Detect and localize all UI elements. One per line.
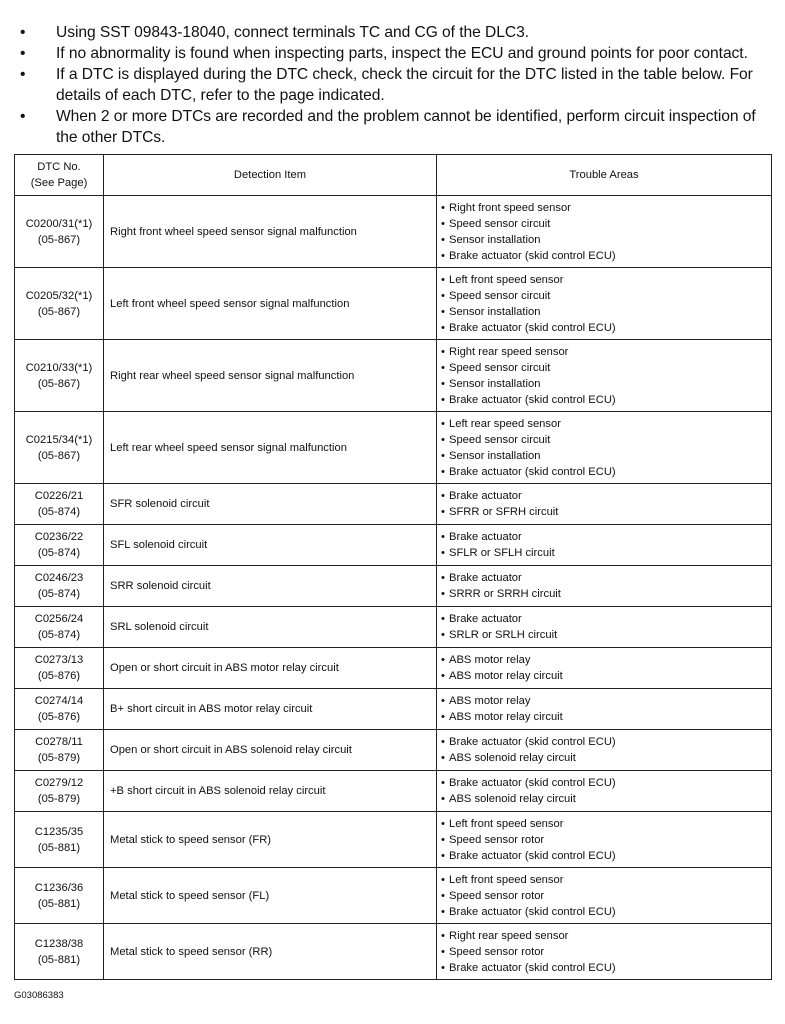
table-row bbox=[15, 924, 772, 980]
trouble-area-text: ABS solenoid relay circuit bbox=[449, 793, 576, 805]
trouble-area-item bbox=[441, 586, 771, 602]
bullet-icon: • bbox=[20, 24, 26, 41]
dtc-code-cell bbox=[15, 340, 104, 412]
trouble-area-item bbox=[441, 320, 771, 336]
bullet-icon: • bbox=[441, 613, 445, 625]
dtc-code: C1235/35 bbox=[34, 825, 84, 838]
trouble-areas-cell bbox=[437, 924, 772, 980]
trouble-area-text: SFLR or SFLH circuit bbox=[449, 547, 555, 559]
trouble-area-item bbox=[441, 529, 771, 545]
table-row bbox=[15, 268, 772, 340]
dtc-code-cell bbox=[15, 268, 104, 340]
bullet-icon: • bbox=[441, 305, 445, 318]
dtc-code-cell bbox=[15, 771, 104, 812]
trouble-area-text: Brake actuator (skid control ECU) bbox=[449, 905, 616, 918]
trouble-area-text: Speed sensor circuit bbox=[449, 433, 551, 446]
trouble-area-text: Sensor installation bbox=[449, 233, 541, 246]
dtc-code: C0274/14 bbox=[34, 695, 84, 707]
trouble-area-item bbox=[441, 816, 771, 832]
trouble-area-text: Brake actuator (skid control ECU) bbox=[449, 736, 616, 748]
trouble-area-text: Left front speed sensor bbox=[449, 817, 564, 830]
trouble-area-item bbox=[441, 734, 771, 750]
bullet-icon: • bbox=[441, 377, 445, 390]
trouble-areas-cell bbox=[437, 868, 772, 924]
dtc-page-ref: (05-881) bbox=[37, 841, 81, 854]
trouble-areas-cell bbox=[437, 730, 772, 771]
bullet-icon: • bbox=[441, 572, 445, 584]
dtc-code-cell bbox=[15, 812, 104, 868]
detection-item-cell: Right rear wheel speed sensor signal malfunction bbox=[104, 340, 437, 412]
trouble-area-text: ABS motor relay circuit bbox=[449, 670, 563, 682]
instruction-item bbox=[16, 64, 776, 106]
trouble-area-item bbox=[441, 416, 771, 432]
trouble-areas-cell bbox=[437, 771, 772, 812]
dtc-page-ref: (05-881) bbox=[37, 897, 81, 910]
trouble-area-item bbox=[441, 928, 771, 944]
trouble-area-item bbox=[441, 668, 771, 684]
detection-item-cell: Metal stick to speed sensor (FL) bbox=[104, 868, 437, 924]
dtc-code: C0236/22 bbox=[34, 531, 84, 543]
detection-item-cell: +B short circuit in ABS solenoid relay circuit bbox=[104, 771, 437, 812]
dtc-page-ref: (05-867) bbox=[37, 377, 81, 390]
trouble-area-text: Sensor installation bbox=[449, 377, 541, 390]
trouble-area-item bbox=[441, 200, 771, 216]
instruction-item bbox=[16, 43, 776, 64]
dtc-code: C0210/33(*1) bbox=[25, 361, 93, 374]
trouble-areas-cell bbox=[437, 525, 772, 566]
bullet-icon: • bbox=[441, 905, 445, 918]
detection-item-cell: Left rear wheel speed sensor signal malfunction bbox=[104, 412, 437, 484]
trouble-area-item bbox=[441, 464, 771, 480]
trouble-area-text: SFRR or SFRH circuit bbox=[449, 506, 559, 518]
trouble-area-item bbox=[441, 545, 771, 561]
bullet-icon: • bbox=[441, 361, 445, 374]
detection-item-cell: Left front wheel speed sensor signal malfunction bbox=[104, 268, 437, 340]
trouble-area-text: Speed sensor circuit bbox=[449, 217, 551, 230]
trouble-area-text: ABS motor relay bbox=[449, 695, 531, 707]
header-dtc-label: DTC No. bbox=[37, 161, 81, 173]
trouble-area-text: ABS motor relay circuit bbox=[449, 711, 563, 723]
dtc-page-ref: (05-874) bbox=[37, 629, 81, 641]
bullet-icon: • bbox=[441, 711, 445, 723]
dtc-code: C0200/31(*1) bbox=[25, 217, 93, 230]
trouble-area-item bbox=[441, 832, 771, 848]
trouble-area-item bbox=[441, 904, 771, 920]
dtc-code-cell bbox=[15, 525, 104, 566]
bullet-icon: • bbox=[441, 793, 445, 805]
dtc-code-cell bbox=[15, 607, 104, 648]
table-row bbox=[15, 730, 772, 771]
trouble-area-text: Right rear speed sensor bbox=[449, 929, 569, 942]
detection-item-cell: SRR solenoid circuit bbox=[104, 566, 437, 607]
bullet-icon: • bbox=[441, 873, 445, 886]
table-row bbox=[15, 771, 772, 812]
trouble-area-item bbox=[441, 216, 771, 232]
dtc-code: C1238/38 bbox=[34, 937, 84, 950]
bullet-icon: • bbox=[441, 233, 445, 246]
trouble-area-item bbox=[441, 504, 771, 520]
detection-item-cell: Metal stick to speed sensor (RR) bbox=[104, 924, 437, 980]
bullet-icon: • bbox=[441, 849, 445, 862]
trouble-area-text: Brake actuator bbox=[449, 572, 522, 584]
bullet-icon: • bbox=[441, 752, 445, 764]
trouble-area-item bbox=[441, 570, 771, 586]
trouble-area-text: Speed sensor rotor bbox=[449, 833, 545, 846]
dtc-page-ref: (05-867) bbox=[37, 449, 81, 462]
trouble-areas-cell bbox=[437, 689, 772, 730]
trouble-area-text: Brake actuator bbox=[449, 490, 522, 502]
dtc-code-cell bbox=[15, 196, 104, 268]
bullet-icon: • bbox=[441, 736, 445, 748]
trouble-area-text: Speed sensor circuit bbox=[449, 361, 551, 374]
bullet-icon: • bbox=[441, 289, 445, 302]
dtc-code-cell bbox=[15, 730, 104, 771]
trouble-area-text: Right front speed sensor bbox=[449, 201, 571, 214]
dtc-code: C0256/24 bbox=[34, 613, 84, 625]
trouble-areas-cell bbox=[437, 566, 772, 607]
trouble-area-item bbox=[441, 693, 771, 709]
dtc-code: C0246/23 bbox=[34, 572, 84, 584]
instruction-text: When 2 or more DTCs are recorded and the problem cannot be identified, perform circuit inspection of the other DTCs. bbox=[56, 108, 756, 146]
trouble-area-text: Brake actuator (skid control ECU) bbox=[449, 321, 616, 334]
table-row bbox=[15, 689, 772, 730]
trouble-areas-cell bbox=[437, 196, 772, 268]
dtc-code-cell bbox=[15, 868, 104, 924]
detection-item-cell: SFL solenoid circuit bbox=[104, 525, 437, 566]
bullet-icon: • bbox=[441, 695, 445, 707]
trouble-area-item bbox=[441, 488, 771, 504]
bullet-icon: • bbox=[441, 777, 445, 789]
bullet-icon: • bbox=[20, 66, 26, 83]
trouble-area-item bbox=[441, 432, 771, 448]
dtc-code-cell bbox=[15, 689, 104, 730]
trouble-area-text: Right rear speed sensor bbox=[449, 345, 569, 358]
bullet-icon: • bbox=[441, 833, 445, 846]
detection-item-cell: Metal stick to speed sensor (FR) bbox=[104, 812, 437, 868]
dtc-code: C1236/36 bbox=[34, 881, 84, 894]
table-row bbox=[15, 812, 772, 868]
bullet-icon: • bbox=[441, 961, 445, 974]
trouble-area-item bbox=[441, 848, 771, 864]
table-row bbox=[15, 525, 772, 566]
trouble-area-item bbox=[441, 627, 771, 643]
dtc-code-cell bbox=[15, 566, 104, 607]
table-row bbox=[15, 566, 772, 607]
bullet-icon: • bbox=[441, 588, 445, 600]
trouble-area-text: Speed sensor rotor bbox=[449, 889, 545, 902]
dtc-code: C0278/11 bbox=[35, 736, 83, 748]
table-row bbox=[15, 340, 772, 412]
trouble-area-text: Brake actuator (skid control ECU) bbox=[449, 961, 616, 974]
dtc-code-cell bbox=[15, 648, 104, 689]
bullet-icon: • bbox=[441, 889, 445, 902]
bullet-icon: • bbox=[441, 670, 445, 682]
dtc-code: C0205/32(*1) bbox=[25, 289, 93, 302]
bullet-icon: • bbox=[441, 345, 445, 358]
trouble-area-item bbox=[441, 775, 771, 791]
trouble-area-text: Speed sensor circuit bbox=[449, 289, 551, 302]
detection-item-cell: Open or short circuit in ABS motor relay circuit bbox=[104, 648, 437, 689]
bullet-icon: • bbox=[441, 393, 445, 406]
bullet-icon: • bbox=[441, 217, 445, 230]
bullet-icon: • bbox=[441, 945, 445, 958]
dtc-code-cell bbox=[15, 484, 104, 525]
trouble-area-item bbox=[441, 960, 771, 976]
dtc-page-ref: (05-876) bbox=[37, 670, 81, 682]
trouble-area-text: Brake actuator bbox=[449, 613, 522, 625]
header-trouble-areas: Trouble Areas bbox=[437, 155, 772, 196]
bullet-icon: • bbox=[441, 273, 445, 286]
trouble-area-text: Sensor installation bbox=[449, 449, 541, 462]
trouble-area-item bbox=[441, 304, 771, 320]
trouble-area-item bbox=[441, 652, 771, 668]
table-header-row bbox=[15, 155, 772, 196]
trouble-area-text: Brake actuator bbox=[449, 531, 522, 543]
instruction-list bbox=[16, 22, 776, 148]
trouble-areas-cell bbox=[437, 340, 772, 412]
bullet-icon: • bbox=[441, 654, 445, 666]
trouble-area-item bbox=[441, 448, 771, 464]
bullet-icon: • bbox=[441, 465, 445, 478]
trouble-area-text: Sensor installation bbox=[449, 305, 541, 318]
trouble-area-text: Left rear speed sensor bbox=[449, 417, 561, 430]
dtc-code-cell bbox=[15, 412, 104, 484]
detection-item-cell: SRL solenoid circuit bbox=[104, 607, 437, 648]
dtc-code: C0273/13 bbox=[34, 654, 84, 666]
dtc-page-ref: (05-867) bbox=[37, 233, 81, 246]
bullet-icon: • bbox=[20, 108, 26, 125]
dtc-page-ref: (05-879) bbox=[37, 752, 81, 764]
bullet-icon: • bbox=[441, 249, 445, 262]
trouble-area-text: Left front speed sensor bbox=[449, 273, 564, 286]
bullet-icon: • bbox=[441, 629, 445, 641]
trouble-area-text: Left front speed sensor bbox=[449, 873, 564, 886]
trouble-area-text: SRRR or SRRH circuit bbox=[449, 588, 561, 600]
bullet-icon: • bbox=[441, 817, 445, 830]
trouble-area-item bbox=[441, 611, 771, 627]
instruction-text: If no abnormality is found when inspecting parts, inspect the ECU and ground points for poor contact. bbox=[56, 45, 748, 62]
trouble-area-text: ABS motor relay bbox=[449, 654, 531, 666]
detection-item-cell: Right front wheel speed sensor signal malfunction bbox=[104, 196, 437, 268]
trouble-areas-cell bbox=[437, 812, 772, 868]
instruction-item bbox=[16, 106, 776, 148]
table-row bbox=[15, 484, 772, 525]
dtc-code: C0226/21 bbox=[34, 490, 84, 502]
dtc-page-ref: (05-867) bbox=[37, 305, 81, 318]
detection-item-cell: SFR solenoid circuit bbox=[104, 484, 437, 525]
bullet-icon: • bbox=[441, 321, 445, 334]
bullet-icon: • bbox=[441, 201, 445, 214]
trouble-area-item bbox=[441, 872, 771, 888]
dtc-code: C0279/12 bbox=[34, 777, 84, 789]
trouble-area-item bbox=[441, 709, 771, 725]
table-row bbox=[15, 196, 772, 268]
trouble-area-item bbox=[441, 248, 771, 264]
trouble-areas-cell bbox=[437, 648, 772, 689]
trouble-area-item bbox=[441, 272, 771, 288]
dtc-page-ref: (05-874) bbox=[37, 506, 81, 518]
trouble-area-item bbox=[441, 392, 771, 408]
trouble-area-item bbox=[441, 888, 771, 904]
detection-item-cell: B+ short circuit in ABS motor relay circuit bbox=[104, 689, 437, 730]
trouble-area-item bbox=[441, 376, 771, 392]
dtc-page-ref: (05-879) bbox=[37, 793, 81, 805]
bullet-icon: • bbox=[441, 449, 445, 462]
bullet-icon: • bbox=[441, 531, 445, 543]
dtc-table-body bbox=[15, 196, 772, 980]
table-row bbox=[15, 648, 772, 689]
table-row bbox=[15, 412, 772, 484]
trouble-area-text: Speed sensor rotor bbox=[449, 945, 545, 958]
instruction-text: If a DTC is displayed during the DTC check, check the circuit for the DTC listed in the table below. For details of each DTC, refer to the page indicated. bbox=[56, 66, 753, 104]
trouble-area-item bbox=[441, 750, 771, 766]
dtc-code: C0215/34(*1) bbox=[25, 433, 93, 446]
dtc-page-ref: (05-874) bbox=[37, 547, 81, 559]
trouble-area-text: Brake actuator (skid control ECU) bbox=[449, 849, 616, 862]
dtc-page-ref: (05-874) bbox=[37, 588, 81, 600]
header-detection-item: Detection Item bbox=[104, 155, 437, 196]
trouble-area-text: Brake actuator (skid control ECU) bbox=[449, 777, 616, 789]
bullet-icon: • bbox=[20, 45, 26, 62]
trouble-area-item bbox=[441, 232, 771, 248]
trouble-areas-cell bbox=[437, 484, 772, 525]
trouble-areas-cell bbox=[437, 268, 772, 340]
bullet-icon: • bbox=[441, 506, 445, 518]
table-row bbox=[15, 607, 772, 648]
figure-id: G03086383 bbox=[14, 990, 64, 1001]
trouble-area-item bbox=[441, 288, 771, 304]
trouble-areas-cell bbox=[437, 412, 772, 484]
bullet-icon: • bbox=[441, 417, 445, 430]
header-see-page-label: (See Page) bbox=[30, 177, 88, 189]
trouble-areas-cell bbox=[437, 607, 772, 648]
table-row bbox=[15, 868, 772, 924]
instruction-text: Using SST 09843-18040, connect terminals TC and CG of the DLC3. bbox=[56, 24, 530, 41]
bullet-icon: • bbox=[441, 433, 445, 446]
header-dtc-no bbox=[15, 155, 104, 196]
trouble-area-text: SRLR or SRLH circuit bbox=[449, 629, 558, 641]
bullet-icon: • bbox=[441, 547, 445, 559]
detection-item-cell: Open or short circuit in ABS solenoid relay circuit bbox=[104, 730, 437, 771]
trouble-area-item bbox=[441, 360, 771, 376]
trouble-area-text: Brake actuator (skid control ECU) bbox=[449, 465, 616, 478]
trouble-area-item bbox=[441, 944, 771, 960]
dtc-table bbox=[14, 154, 772, 980]
trouble-area-item bbox=[441, 791, 771, 807]
bullet-icon: • bbox=[441, 929, 445, 942]
trouble-area-text: ABS solenoid relay circuit bbox=[449, 752, 576, 764]
trouble-area-text: Brake actuator (skid control ECU) bbox=[449, 393, 616, 406]
trouble-area-item bbox=[441, 344, 771, 360]
instruction-item bbox=[16, 22, 776, 43]
dtc-page-ref: (05-881) bbox=[37, 953, 81, 966]
dtc-page-ref: (05-876) bbox=[37, 711, 81, 723]
trouble-area-text: Brake actuator (skid control ECU) bbox=[449, 249, 616, 262]
dtc-code-cell bbox=[15, 924, 104, 980]
bullet-icon: • bbox=[441, 490, 445, 502]
